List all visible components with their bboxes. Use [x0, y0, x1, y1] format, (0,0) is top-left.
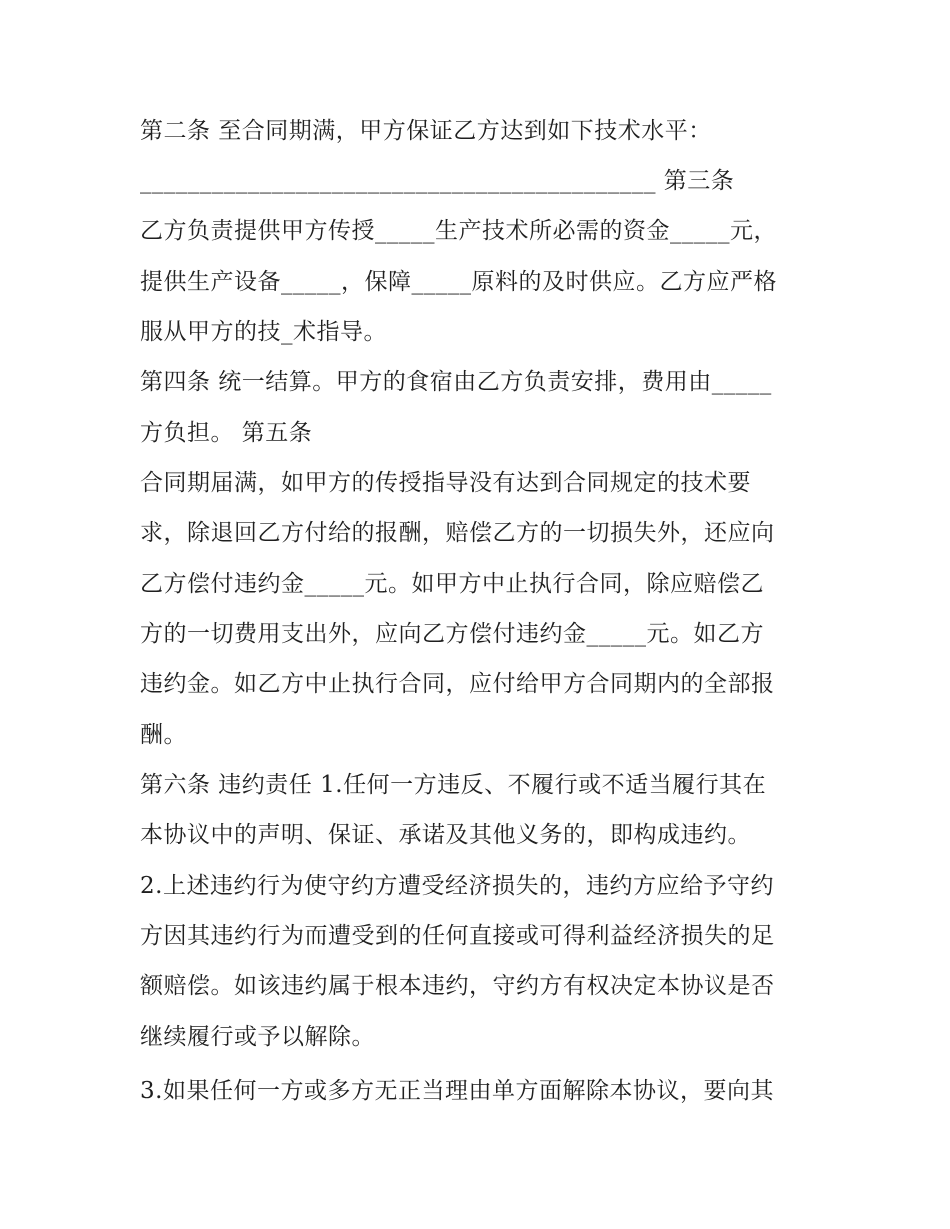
text-line: 方因其违约行为而遭受到的任何直接或可得利益经济损失的足 — [140, 923, 775, 949]
text-line: 额赔偿。如该违约属于根本违约，守约方有权决定本协议是否 — [140, 973, 775, 999]
text-line: 3.如果任何一方或多方无正当理由单方面解除本协议，要向其 — [140, 1078, 774, 1104]
text-line: 求，除退回乙方付给的报酬，赔偿乙方的一切损失外，还应向 — [140, 520, 775, 546]
text-line: 乙方负责提供甲方传授_____生产技术所必需的资金_____元， — [140, 218, 777, 244]
text-line: 第四条 统一结算。甲方的食宿由乙方负责安排，费用由_____ — [140, 369, 772, 395]
text-line: 违约金。如乙方中止执行合同，应付给甲方合同期内的全部报 — [140, 671, 775, 697]
text-line: 服从甲方的技_术指导。 — [140, 319, 387, 345]
text-line: 继续履行或予以解除。 — [140, 1024, 375, 1050]
text-line: 第二条 至合同期满，甲方保证乙方达到如下技术水平： — [140, 118, 712, 144]
text-line: 方负担。 第五条 — [140, 420, 313, 446]
text-line: 合同期届满，如甲方的传授指导没有达到合同规定的技术要 — [140, 470, 751, 496]
text-line: 方的一切费用支出外，应向乙方偿付违约金_____元。如乙方 — [140, 621, 764, 647]
text-line: 酬。 — [140, 722, 187, 748]
text-line: 第六条 违约责任 1.任何一方违反、不履行或不适当履行其在 — [140, 772, 767, 798]
text-line: 2.上述违约行为使守约方遭受经济损失的，违约方应给予守约 — [140, 873, 774, 899]
text-line: ___________________________________________ 第三条 — [140, 168, 735, 194]
text-line: 乙方偿付违约金_____元。如甲方中止执行合同，除应赔偿乙 — [140, 571, 764, 597]
text-line: 本协议中的声明、保证、承诺及其他义务的，即构成违约。 — [140, 822, 751, 848]
text-line: 提供生产设备_____，保障_____原料的及时供应。乙方应严格 — [140, 269, 777, 295]
